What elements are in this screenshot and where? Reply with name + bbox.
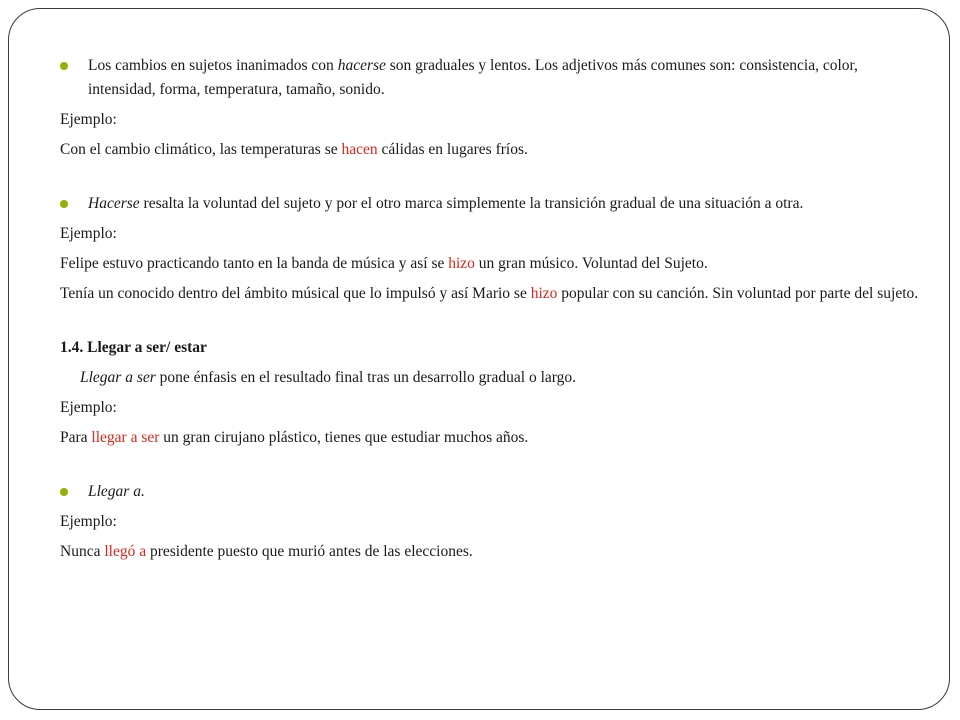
ejemplo-label: Ejemplo: — [60, 111, 117, 128]
example-sentence: Nunca llegó a presidente puesto que murió antes de las elecciones. — [60, 543, 473, 560]
bullet-hacerse-voluntad: Hacerse resalta la voluntad del sujeto y por el otro marca simplemente la transición gradual de una situación a otra. — [60, 192, 920, 216]
ejemplo-label: Ejemplo: — [60, 513, 117, 530]
bullet-hacerse-inanimados: Los cambios en sujetos inanimados con hacerse son graduales y lentos. Los adjetivos más comunes son: consistencia, color, intensidad, forma, temperatura, tamaño, sonido. — [60, 54, 920, 102]
section-definition: Llegar a ser pone énfasis en el resultado final tras un desarrollo gradual o largo. — [80, 369, 577, 386]
example-sentence: Para llegar a ser un gran cirujano plástico, tienes que estudiar muchos años. — [60, 429, 529, 446]
slide-content — [60, 54, 920, 564]
example-sentence: Tenía un conocido dentro del ámbito músical que lo impulsó y así Mario se hizo popular con su canción. Sin voluntad por parte del sujeto. — [60, 285, 919, 302]
bullet-dot-icon — [60, 62, 68, 70]
ejemplo-label: Ejemplo: — [60, 225, 117, 242]
bullet-llegar-a: Llegar a. — [60, 480, 920, 504]
bullet-dot-icon — [60, 488, 68, 496]
section-heading: 1.4. Llegar a ser/ estar — [60, 339, 207, 356]
example-sentence: Con el cambio climático, las temperaturas se hacen cálidas en lugares fríos. — [60, 141, 528, 158]
ejemplo-label: Ejemplo: — [60, 399, 117, 416]
example-sentence: Felipe estuvo practicando tanto en la banda de música y así se hizo un gran músico. Voluntad del Sujeto. — [60, 255, 708, 272]
bullet-dot-icon — [60, 200, 68, 208]
